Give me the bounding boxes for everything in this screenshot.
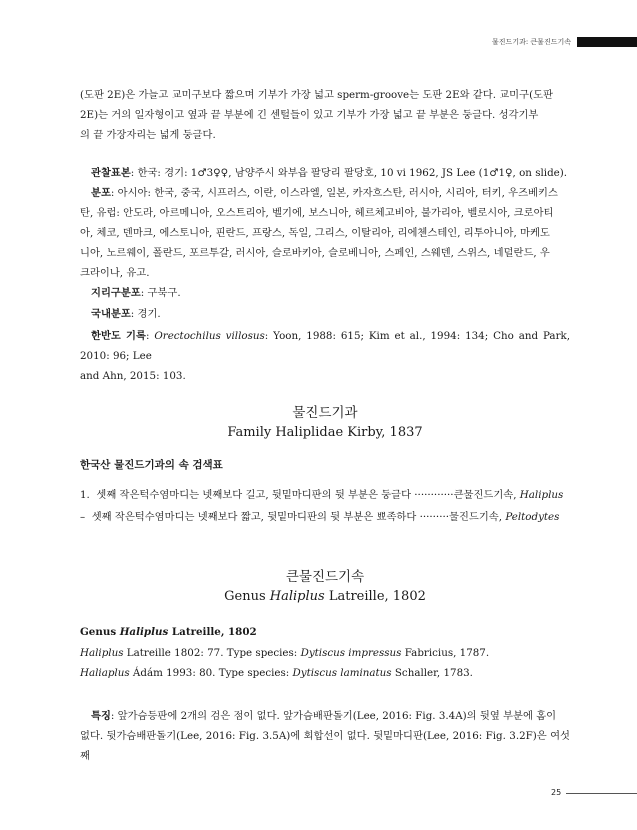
genus-entry-suffix: Latreille, 1802: [168, 626, 257, 638]
genus-title: [80, 567, 570, 607]
korean-records: [80, 326, 570, 386]
synonym-2-type-species: Dytiscus laminatus: [292, 667, 392, 679]
genus-title-prefix: Genus: [224, 589, 270, 604]
domestic-distribution: [80, 304, 570, 324]
records-text-1: : Yoon, 1988: 615; Kim et al., 1994: 134; Cho and Park, 2010: 96; Lee: [80, 330, 571, 362]
running-head-bar: [577, 37, 637, 47]
family-title-korean: 물진드기과: [292, 405, 358, 421]
synonym-1-author: Fabricius, 1787.: [401, 647, 490, 659]
genus-title-korean: 큰물진드기속: [285, 569, 365, 585]
intro-line-3: 의 끝 가장자리는 넓게 둥글다.: [80, 129, 216, 141]
key-item-1-text: 셋째 작은턱수염마디는 넷째보다 길고, 뒷밑마디판의 뒷 부분은 둥글다 ············큰물진드기속,: [96, 489, 520, 501]
distribution-line-3: 아, 체코, 덴마크, 에스토니아, 핀란드, 프랑스, 독일, 그리스, 이탈리아, 리에첸스테인, 리투아니아, 마케도: [80, 227, 550, 239]
records-label: 한반도 기록: [91, 330, 146, 342]
genus-entry-name: Haliplus: [119, 626, 169, 638]
key-item-2-genus: Peltodytes: [505, 511, 560, 523]
geo-distribution-text: : 구북구.: [140, 287, 181, 299]
specimens-text: : 한국: 경기: 1♂3♀♀, 남양주시 와부읍 팔당리 팔당호, 10 vi 1962, JS Lee (1♂1♀, on slide).: [130, 167, 568, 179]
running-head: [492, 37, 637, 47]
geo-distribution: [80, 283, 570, 303]
family-title: [80, 403, 570, 443]
synonym-1: [80, 643, 489, 663]
synonym-2-name: Haliaplus: [80, 667, 130, 679]
intro-line-2: 2E)는 거의 일자형이고 옆과 끝 부분에 긴 센털들이 있고 기부가 가장 넓고 끝 부분은 둥글다. 성각기부: [80, 109, 539, 121]
genus-title-name: Haliplus: [269, 589, 325, 604]
running-head-text: 물진드기과: 큰물진드기속: [492, 38, 571, 46]
genus-title-suffix: Latreille, 1802: [324, 589, 426, 604]
distribution-line-4: 니아, 노르웨이, 폴란드, 포르투갈, 러시아, 슬로바키아, 슬로베니아, 스페인, 스웨덴, 스위스, 네덜란드, 우: [80, 247, 550, 259]
features-line-1: : 앞가슴등판에 2개의 검은 점이 없다. 앞가슴배판돌기(Lee, 2016: Fig. 3.4A)의 뒷옆 부분에 홈이: [110, 710, 557, 722]
features-label: 특징: [91, 710, 111, 722]
key-heading: 한국산 물진드기과의 속 검색표: [80, 459, 223, 471]
features-line-2: 없다. 뒷가슴배판돌기(Lee, 2016: Fig. 3.5A)에 회합선이 없다. 뒷밑마디판(Lee, 2016: Fig. 3.2F)은 여섯째: [80, 730, 570, 762]
key-item-1: [80, 485, 570, 505]
synonym-2-author: Schaller, 1783.: [391, 667, 473, 679]
geo-distribution-label: 지리구분포: [91, 287, 141, 299]
distribution-line-1: : 아시아: 한국, 중국, 시프러스, 이란, 이스라엘, 일본, 카자흐스탄, 러시아, 시리아, 터키, 우즈베키스: [110, 187, 558, 199]
distribution-line-5: 크라이나, 유고.: [80, 267, 150, 279]
domestic-distribution-label: 국내분포: [91, 308, 131, 320]
genus-title-english: [80, 587, 570, 607]
records-species: Orectochilus villosus: [154, 330, 265, 342]
intro-line-1: (도판 2E)은 가늘고 교미구보다 짧으며 기부가 가장 넓고 sperm-groove는 도판 2E와 같다. 교미구(도판: [80, 89, 553, 101]
key-item-1-genus: Haliplus: [519, 489, 564, 501]
key-item-1-marker: 1.: [80, 489, 90, 501]
features: [80, 706, 570, 766]
key-item-2-text: 셋째 작은턱수염마디는 넷째보다 짧고, 뒷밑마디판의 뒷 부분은 뾰족하다 ·········물진드기속,: [91, 511, 506, 523]
records-sep: :: [145, 330, 155, 342]
synonym-2: [80, 663, 473, 683]
page-number: 25: [551, 788, 562, 797]
domestic-distribution-text: : 경기.: [130, 308, 161, 320]
genus-entry-heading: [80, 626, 257, 638]
key-item-2-marker: –: [80, 511, 86, 523]
records-line-2: and Ahn, 2015: 103.: [80, 370, 186, 382]
genus-entry-prefix: Genus: [80, 626, 120, 638]
intro-paragraph: [80, 85, 570, 145]
synonym-2-text: Ádám 1993: 80. Type species:: [129, 667, 293, 679]
specimens-label: 관찰표본: [91, 167, 131, 179]
synonym-1-name: Haliplus: [80, 647, 124, 659]
distribution-line-2: 탄, 유럽: 안도라, 아르메니아, 오스트리아, 벨기에, 보스니아, 헤르체고비아, 불가리아, 벨로시아, 크로아티: [80, 207, 554, 219]
family-title-english: Family Haliplidae Kirby, 1837: [227, 425, 423, 440]
key-item-2: [80, 507, 570, 527]
distribution: [80, 183, 570, 283]
synonym-1-type-species: Dytiscus impressus: [300, 647, 402, 659]
distribution-label: 분포: [91, 187, 111, 199]
specimens-examined: [80, 163, 570, 183]
page-number-rule: [566, 793, 637, 794]
synonym-1-text: Latreille 1802: 77. Type species:: [123, 647, 301, 659]
